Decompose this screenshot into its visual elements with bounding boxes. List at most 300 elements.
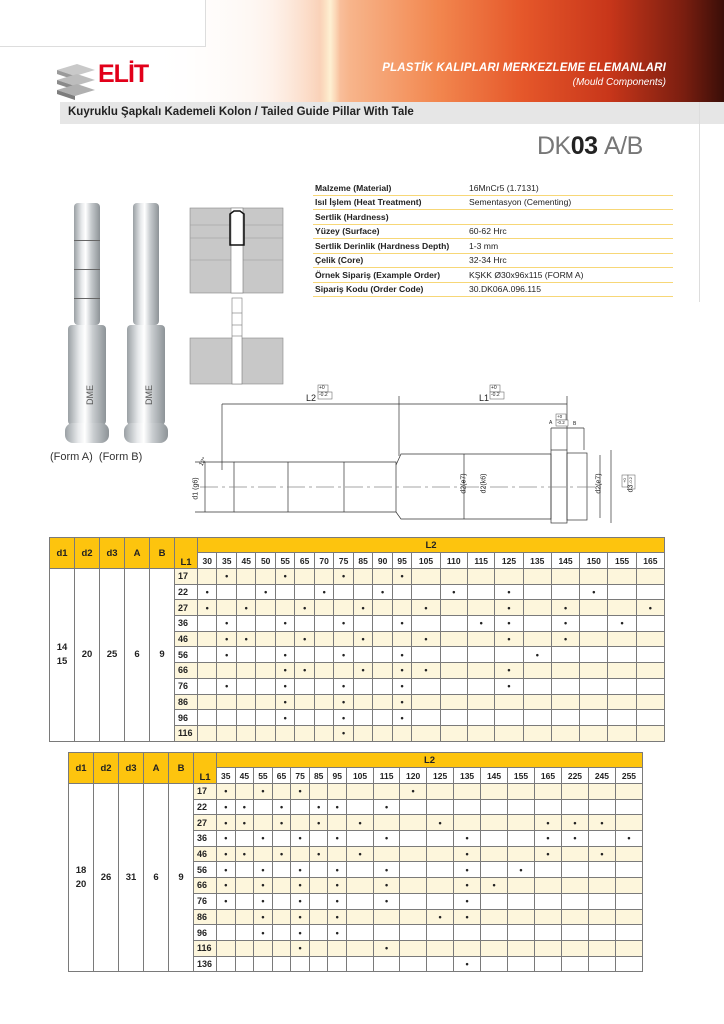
- l1-value: 76: [194, 893, 217, 909]
- availability-cell: [636, 600, 664, 616]
- availability-cell: [412, 725, 440, 741]
- l2-value: 55: [254, 768, 273, 784]
- availability-cell: [636, 678, 664, 694]
- l2-value: 65: [295, 553, 314, 569]
- availability-dot: •: [465, 911, 469, 922]
- availability-cell: [236, 694, 255, 710]
- availability-cell: [198, 647, 217, 663]
- availability-dot: •: [385, 896, 389, 907]
- table-header-row: [69, 753, 643, 768]
- brand-name: ELİT: [98, 60, 149, 88]
- spec-value: 30.DK06A.096.115: [467, 282, 673, 297]
- a-dimension-label: A: [549, 420, 553, 426]
- availability-cell: [440, 631, 467, 647]
- cell-d2: 26: [94, 784, 119, 972]
- availability-dot: •: [283, 649, 287, 660]
- availability-cell: [551, 600, 579, 616]
- availability-cell: [588, 831, 615, 847]
- availability-cell: [427, 846, 454, 862]
- availability-cell: [412, 663, 440, 679]
- availability-cell: [254, 956, 273, 972]
- availability-cell: [495, 663, 523, 679]
- form-a-label: (Form A): [50, 451, 93, 463]
- availability-dot: •: [465, 958, 469, 969]
- availability-cell: [374, 862, 400, 878]
- availability-cell: [481, 940, 508, 956]
- availability-dot: •: [563, 634, 568, 645]
- availability-cell: [275, 694, 294, 710]
- availability-dot: •: [600, 817, 604, 828]
- availability-cell: [440, 678, 467, 694]
- availability-cell: [534, 878, 561, 894]
- availability-cell: [353, 631, 372, 647]
- availability-cell: [198, 694, 217, 710]
- availability-dot: •: [225, 571, 229, 582]
- availability-dot: •: [317, 802, 321, 813]
- availability-cell: [427, 940, 454, 956]
- availability-cell: [373, 678, 392, 694]
- spec-label: Sertlik (Hardness): [313, 210, 467, 225]
- availability-dot: •: [546, 833, 550, 844]
- availability-cell: [467, 710, 494, 726]
- availability-cell: [309, 799, 328, 815]
- availability-cell: [272, 831, 291, 847]
- availability-cell: [217, 815, 236, 831]
- availability-dot: •: [283, 712, 287, 723]
- availability-cell: [467, 616, 494, 632]
- availability-cell: [588, 799, 615, 815]
- availability-cell: [523, 600, 551, 616]
- availability-cell: [236, 710, 255, 726]
- availability-cell: [272, 925, 291, 941]
- availability-cell: [551, 663, 579, 679]
- spec-value: KŞKK Ø30x96x115 (FORM A): [467, 268, 673, 283]
- availability-cell: [373, 710, 392, 726]
- availability-cell: [314, 600, 333, 616]
- availability-cell: [295, 647, 314, 663]
- availability-dot: •: [592, 587, 596, 598]
- availability-cell: [291, 799, 310, 815]
- availability-cell: [373, 616, 392, 632]
- availability-cell: [353, 569, 372, 585]
- availability-cell: [636, 584, 664, 600]
- availability-dot: •: [438, 911, 442, 922]
- availability-cell: [588, 909, 615, 925]
- availability-cell: [561, 925, 588, 941]
- availability-cell: [508, 956, 535, 972]
- availability-cell: [467, 663, 494, 679]
- availability-cell: [373, 631, 392, 647]
- availability-dot: •: [563, 602, 568, 613]
- availability-cell: [328, 831, 347, 847]
- availability-dot: •: [361, 665, 365, 676]
- availability-dot: •: [298, 943, 302, 954]
- availability-cell: [495, 584, 523, 600]
- availability-dot: •: [283, 681, 287, 692]
- availability-cell: [291, 862, 310, 878]
- availability-cell: [198, 584, 217, 600]
- availability-cell: [534, 799, 561, 815]
- availability-dot: •: [283, 571, 287, 582]
- availability-cell: [588, 956, 615, 972]
- availability-dot: •: [225, 634, 229, 645]
- availability-cell: [275, 569, 294, 585]
- availability-cell: [508, 925, 535, 941]
- availability-dot: •: [573, 833, 577, 844]
- availability-cell: [523, 616, 551, 632]
- availability-cell: [256, 725, 275, 741]
- availability-cell: [309, 925, 328, 941]
- availability-dot: •: [205, 602, 209, 613]
- availability-cell: [272, 909, 291, 925]
- availability-cell: [314, 647, 333, 663]
- l2-value: 125: [427, 768, 454, 784]
- l1-dimension-label: L1: [479, 393, 490, 403]
- page-title: Kuyruklu Şapkalı Kademeli Kolon / Tailed Guide Pillar With Tale: [68, 106, 414, 118]
- availability-cell: [400, 893, 427, 909]
- l1-value: 36: [175, 616, 198, 632]
- availability-dot: •: [385, 880, 389, 891]
- availability-cell: [295, 678, 314, 694]
- availability-cell: [272, 815, 291, 831]
- availability-cell: [481, 878, 508, 894]
- availability-cell: [353, 600, 372, 616]
- availability-cell: [467, 647, 494, 663]
- availability-cell: [353, 663, 372, 679]
- availability-cell: [374, 956, 400, 972]
- availability-cell: [295, 616, 314, 632]
- availability-cell: [608, 616, 636, 632]
- d3-tol-plus: +0: [621, 478, 627, 483]
- availability-cell: [412, 647, 440, 663]
- availability-dot: •: [298, 864, 302, 875]
- availability-cell: [217, 710, 236, 726]
- availability-dot: •: [573, 817, 577, 828]
- availability-dot: •: [261, 786, 265, 797]
- availability-cell: [392, 584, 411, 600]
- header-a: A: [125, 538, 150, 569]
- availability-cell: [374, 784, 400, 800]
- spec-label: Çelik (Core): [313, 253, 467, 268]
- availability-cell: [580, 631, 608, 647]
- availability-cell: [291, 893, 310, 909]
- availability-cell: [534, 784, 561, 800]
- availability-cell: [508, 846, 535, 862]
- availability-dot: •: [322, 587, 326, 598]
- availability-cell: [314, 584, 333, 600]
- l2-value: 105: [347, 768, 374, 784]
- header-d2: d2: [75, 538, 100, 569]
- l1-value: 22: [194, 799, 217, 815]
- availability-dot: •: [303, 602, 307, 613]
- availability-dot: •: [279, 817, 284, 828]
- availability-dot: •: [335, 927, 339, 938]
- availability-cell: [334, 647, 353, 663]
- availability-dot: •: [342, 571, 346, 582]
- header-l2: L2: [217, 753, 643, 768]
- availability-cell: [467, 569, 494, 585]
- availability-cell: [295, 694, 314, 710]
- availability-cell: [272, 799, 291, 815]
- availability-cell: [580, 678, 608, 694]
- availability-cell: [551, 710, 579, 726]
- availability-cell: [291, 878, 310, 894]
- availability-cell: [534, 925, 561, 941]
- availability-cell: [508, 784, 535, 800]
- availability-cell: [392, 678, 411, 694]
- availability-cell: [275, 725, 294, 741]
- availability-cell: [314, 710, 333, 726]
- availability-cell: [636, 663, 664, 679]
- availability-cell: [347, 909, 374, 925]
- availability-dot: •: [283, 618, 287, 629]
- l2-value: 255: [615, 768, 642, 784]
- availability-dot: •: [224, 864, 228, 875]
- table-row: [50, 569, 665, 585]
- availability-cell: [412, 584, 440, 600]
- availability-cell: [217, 878, 236, 894]
- availability-cell: [198, 663, 217, 679]
- l1-value: 56: [194, 862, 217, 878]
- availability-cell: [254, 831, 273, 847]
- availability-cell: [217, 600, 236, 616]
- availability-cell: [454, 784, 481, 800]
- availability-cell: [217, 846, 236, 862]
- l2-value: 45: [235, 768, 254, 784]
- availability-cell: [275, 710, 294, 726]
- l2-value: 95: [328, 768, 347, 784]
- availability-cell: [314, 694, 333, 710]
- availability-cell: [236, 631, 255, 647]
- l1-value: 86: [194, 909, 217, 925]
- availability-dot: •: [242, 802, 246, 813]
- availability-cell: [588, 925, 615, 941]
- availability-cell: [551, 616, 579, 632]
- l2-value: 165: [636, 553, 664, 569]
- availability-cell: [373, 569, 392, 585]
- availability-dot: •: [224, 786, 228, 797]
- availability-cell: [353, 616, 372, 632]
- availability-cell: [256, 569, 275, 585]
- availability-cell: [412, 616, 440, 632]
- availability-cell: [334, 678, 353, 694]
- l1-value: 17: [175, 569, 198, 585]
- availability-dot: •: [385, 943, 389, 954]
- l2-value: 115: [374, 768, 400, 784]
- availability-cell: [523, 694, 551, 710]
- availability-cell: [392, 631, 411, 647]
- availability-cell: [236, 725, 255, 741]
- availability-cell: [608, 694, 636, 710]
- form-b-label: (Form B): [98, 451, 143, 463]
- availability-cell: [309, 893, 328, 909]
- availability-cell: [534, 893, 561, 909]
- header-d1: d1: [50, 538, 75, 569]
- availability-cell: [551, 647, 579, 663]
- availability-cell: [291, 831, 310, 847]
- availability-cell: [295, 584, 314, 600]
- availability-dot: •: [648, 602, 652, 613]
- availability-dot: •: [400, 649, 404, 660]
- availability-cell: [334, 631, 353, 647]
- availability-cell: [374, 925, 400, 941]
- availability-cell: [467, 631, 494, 647]
- availability-cell: [217, 663, 236, 679]
- l1-value: 96: [175, 710, 198, 726]
- availability-cell: [392, 710, 411, 726]
- availability-cell: [454, 815, 481, 831]
- spec-label: Sertlik Derinlik (Hardness Depth): [313, 239, 467, 254]
- availability-dot: •: [400, 696, 404, 707]
- availability-cell: [427, 799, 454, 815]
- availability-cell: [588, 940, 615, 956]
- l2-value: 35: [217, 768, 236, 784]
- l2-value: 70: [314, 553, 333, 569]
- availability-cell: [392, 725, 411, 741]
- availability-dot: •: [411, 786, 415, 797]
- l2-value: 135: [454, 768, 481, 784]
- availability-cell: [495, 616, 523, 632]
- availability-cell: [495, 631, 523, 647]
- cell-a: 6: [144, 784, 169, 972]
- availability-dot: •: [400, 681, 404, 692]
- availability-dot: •: [361, 634, 365, 645]
- availability-cell: [314, 678, 333, 694]
- header-d3: d3: [100, 538, 125, 569]
- availability-cell: [400, 909, 427, 925]
- availability-cell: [373, 584, 392, 600]
- availability-dot: •: [342, 696, 346, 707]
- availability-cell: [272, 956, 291, 972]
- availability-cell: [467, 694, 494, 710]
- availability-cell: [254, 940, 273, 956]
- availability-cell: [353, 694, 372, 710]
- availability-cell: [534, 862, 561, 878]
- availability-cell: [309, 815, 328, 831]
- l2-value: 135: [523, 553, 551, 569]
- availability-cell: [328, 815, 347, 831]
- availability-dot: •: [507, 681, 511, 692]
- availability-cell: [236, 663, 255, 679]
- availability-cell: [467, 678, 494, 694]
- availability-dot: •: [224, 817, 228, 828]
- availability-cell: [256, 584, 275, 600]
- availability-cell: [374, 909, 400, 925]
- availability-dot: •: [279, 849, 284, 860]
- availability-cell: [254, 815, 273, 831]
- availability-dot: •: [242, 817, 246, 828]
- availability-dot: •: [335, 802, 339, 813]
- spec-label: Yüzey (Surface): [313, 224, 467, 239]
- availability-cell: [440, 710, 467, 726]
- availability-cell: [615, 925, 642, 941]
- availability-cell: [217, 725, 236, 741]
- availability-dot: •: [298, 911, 302, 922]
- availability-dot: •: [317, 849, 321, 860]
- availability-cell: [314, 725, 333, 741]
- header-b: B: [169, 753, 194, 784]
- availability-dot: •: [298, 833, 302, 844]
- availability-cell: [608, 584, 636, 600]
- availability-dot: •: [546, 849, 550, 860]
- availability-dot: •: [225, 649, 229, 660]
- availability-cell: [235, 925, 254, 941]
- size-table-d18-20: [68, 752, 643, 972]
- availability-cell: [236, 600, 255, 616]
- availability-dot: •: [261, 880, 265, 891]
- availability-cell: [198, 600, 217, 616]
- availability-cell: [481, 815, 508, 831]
- availability-cell: [256, 631, 275, 647]
- availability-cell: [400, 784, 427, 800]
- l2-value: 150: [580, 553, 608, 569]
- l1-value: 66: [175, 663, 198, 679]
- l1-value: 46: [194, 846, 217, 862]
- availability-cell: [561, 909, 588, 925]
- l2-value: 75: [334, 553, 353, 569]
- spec-value: Sementasyon (Cementing): [467, 195, 673, 210]
- availability-cell: [374, 831, 400, 847]
- availability-cell: [328, 862, 347, 878]
- availability-cell: [309, 878, 328, 894]
- l1-value: 27: [194, 815, 217, 831]
- availability-cell: [523, 584, 551, 600]
- spec-label: Isıl İşlem (Heat Treatment): [313, 195, 467, 210]
- availability-dot: •: [465, 896, 469, 907]
- availability-cell: [236, 678, 255, 694]
- availability-cell: [588, 862, 615, 878]
- availability-cell: [608, 710, 636, 726]
- availability-cell: [334, 663, 353, 679]
- availability-cell: [198, 631, 217, 647]
- availability-cell: [440, 694, 467, 710]
- availability-dot: •: [342, 712, 346, 723]
- availability-dot: •: [507, 618, 511, 629]
- d1-value: 20: [75, 878, 87, 890]
- l2-tol-plus: +0: [319, 385, 325, 391]
- availability-cell: [608, 647, 636, 663]
- product-code-prefix: DK: [537, 132, 571, 160]
- l1-value: 96: [194, 925, 217, 941]
- availability-cell: [427, 815, 454, 831]
- availability-cell: [235, 956, 254, 972]
- availability-cell: [236, 616, 255, 632]
- availability-cell: [523, 678, 551, 694]
- availability-cell: [353, 584, 372, 600]
- availability-cell: [309, 940, 328, 956]
- availability-dot: •: [283, 696, 287, 707]
- availability-cell: [580, 710, 608, 726]
- availability-dot: •: [400, 618, 404, 629]
- spec-label: Malzeme (Material): [313, 181, 467, 195]
- availability-cell: [400, 956, 427, 972]
- product-code-suffix: A/B: [604, 132, 643, 160]
- availability-cell: [347, 925, 374, 941]
- availability-cell: [454, 878, 481, 894]
- availability-cell: [551, 725, 579, 741]
- availability-dot: •: [507, 665, 511, 676]
- l1-value: 56: [175, 647, 198, 663]
- availability-cell: [334, 694, 353, 710]
- l2-value: 85: [309, 768, 328, 784]
- availability-cell: [256, 600, 275, 616]
- pillar-mark-a: DME: [85, 385, 95, 405]
- availability-cell: [481, 831, 508, 847]
- availability-cell: [217, 862, 236, 878]
- availability-dot: •: [400, 571, 404, 582]
- availability-dot: •: [303, 634, 307, 645]
- d3-dimension-label: d3: [627, 484, 635, 493]
